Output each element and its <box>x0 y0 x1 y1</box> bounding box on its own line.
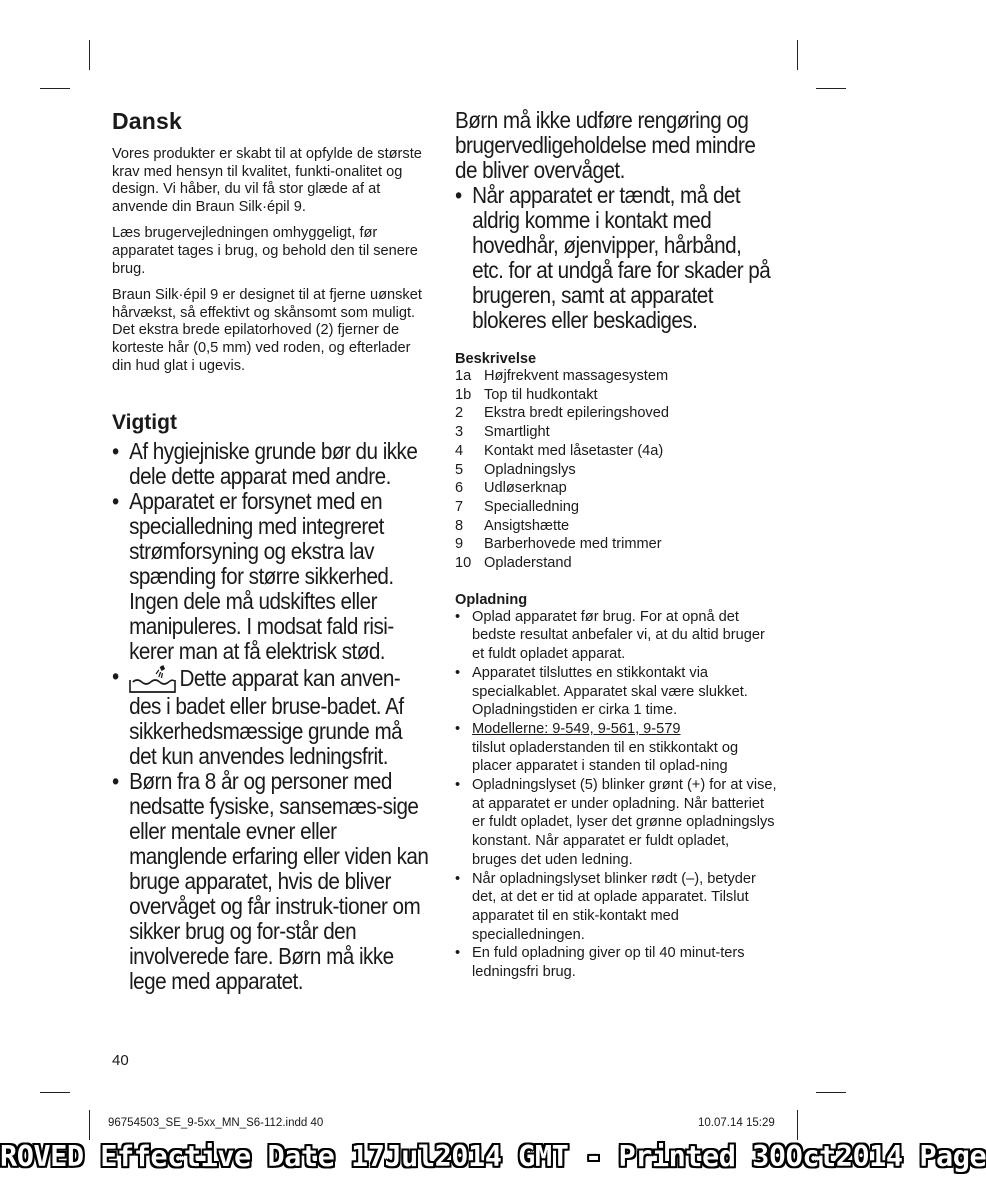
charging-title: Opladning <box>455 591 528 608</box>
bullet: • <box>455 720 461 737</box>
charging-section <box>455 592 777 982</box>
charging-item-text: Når opladningslyset blinker rødt (–), betyder det, at det er tid at oplade apparatet. Tilslut apparatet til en stik-kontakt med specialledningen. <box>472 870 756 943</box>
description-label: Ansigtshætte <box>484 517 570 534</box>
crop-mark <box>816 88 846 89</box>
description-row <box>455 404 777 423</box>
description-number: 4 <box>455 442 464 459</box>
description-row <box>455 535 777 554</box>
description-number: 8 <box>455 517 464 534</box>
important-item-text: Børn fra 8 år og personer med nedsatte fysiske, sansemæs-sige eller mentale evner eller manglende erfaring eller viden kan bruge apparatet, hvis de bliver overvåget og får instruk-tioner om sikker brug og for-står den involverede fare. Børn må ikke lege med apparatet. <box>129 768 429 995</box>
intro-paragraph: Braun Silk·épil 9 er designet til at fjerne uønsket hårvækst, så effektivt og skånsomt som muligt. Det ekstra brede epilatorhoved (2) fjerner de korteste hår (0,5 mm) ved roden, og efterlader din hud glat i ugevis. <box>112 287 422 374</box>
right-column <box>455 108 777 982</box>
bullet: • <box>455 182 462 208</box>
description-label: Smartlight <box>484 424 550 441</box>
left-column <box>112 108 434 994</box>
description-row <box>455 461 777 480</box>
description-label: Specialledning <box>484 498 579 515</box>
bullet: • <box>112 663 119 690</box>
description-row <box>455 498 777 517</box>
description-row <box>455 442 777 461</box>
description-number: 1b <box>455 386 472 403</box>
description-number: 1a <box>455 368 472 384</box>
important-item <box>455 183 772 333</box>
description-number: 5 <box>455 461 464 478</box>
description-row <box>455 554 777 573</box>
description-label: Udløserknap <box>484 480 567 497</box>
charging-item <box>455 944 777 981</box>
charging-item <box>455 870 777 945</box>
charging-item-text: Apparatet tilsluttes en stikkontakt via specialkablet. Apparatet skal være slukket. Opladningstiden er cirka 1 time. <box>472 664 748 719</box>
description-section <box>455 351 777 573</box>
intro-paragraph: Vores produkter er skabt til at opfylde de største krav med hensyn til kvalitet, funkti-onalitet og design. Vi håber, du vil få stor glæde af at anvende din Braun Silk·épil 9. <box>112 146 422 215</box>
important-item-text: Når apparatet er tændt, må det aldrig komme i kontakt med hovedhår, øjenvipper, hårbånd, etc. for at undgå fare for skader på brugeren, samt at apparatet blokeres eller beskadiges. <box>472 182 771 333</box>
important-item-text: Dette apparat kan anven-des i badet eller bruse-badet. Af sikkerhedsmæssige grunde må det kun anvendes ledningsfrit. <box>129 665 404 770</box>
charging-item-text: tilslut opladerstanden til en stikkontakt og placer apparatet i standen til oplad-ning <box>472 739 739 775</box>
bullet: • <box>455 870 461 887</box>
bullet: • <box>455 608 461 625</box>
description-number: 2 <box>455 405 464 422</box>
footer-datetime: 10.07.14 15:29 <box>698 1117 775 1129</box>
description-number: 6 <box>455 480 464 497</box>
charging-item-text: En fuld opladning giver op til 40 minut-ters ledningsfri brug. <box>472 945 745 981</box>
crop-mark <box>816 1092 846 1093</box>
description-label: Ekstra bredt epileringshoved <box>484 405 669 422</box>
important-item <box>112 664 429 769</box>
crop-mark <box>89 1110 90 1140</box>
section-title-dansk: Dansk <box>112 108 183 134</box>
important-item <box>112 439 429 489</box>
description-row <box>455 479 777 498</box>
description-number: 7 <box>455 498 464 515</box>
important-item-text: Apparatet er forsynet med en specialledning med integreret strømforsyning og ekstra lav spænding for større sikkerhed. Ingen dele må udskiftes eller manipuleres. I modsat fald risi-kerer man at få elektrisk stød. <box>129 488 394 665</box>
bullet: • <box>112 768 119 795</box>
description-label: Top til hudkontakt <box>484 386 598 403</box>
important-list-continued <box>455 108 772 333</box>
models-label: Modellerne: 9-549, 9-561, 9-579 <box>472 720 681 737</box>
crop-mark <box>40 88 70 89</box>
description-number: 9 <box>455 536 464 553</box>
important-item <box>112 769 429 994</box>
description-number: 10 <box>455 555 472 572</box>
bullet: • <box>112 438 119 465</box>
footer-filename: 96754503_SE_9-5xx_MN_S6-112.indd 40 <box>108 1117 324 1129</box>
important-item-text: Af hygiejniske grunde bør du ikke dele dette apparat med andre. <box>129 438 418 490</box>
bullet: • <box>455 777 461 794</box>
charging-item <box>455 776 777 870</box>
description-row <box>455 423 777 442</box>
bullet: • <box>455 664 461 681</box>
continued-text: Børn må ikke udføre rengøring og brugervedligeholdelse med mindre de bliver overvåget. <box>455 107 756 183</box>
page-number: 40 <box>112 1052 129 1069</box>
description-row <box>455 367 777 386</box>
crop-mark <box>797 40 798 70</box>
description-number: 3 <box>455 424 464 441</box>
description-label: Barberhovede med trimmer <box>484 536 662 553</box>
section-title-vigtigt: Vigtigt <box>112 411 177 435</box>
charging-item-text: Oplad apparatet før brug. For at opnå det bedste resultat anbefaler vi, at du altid bruger et fuldt opladet apparat. <box>472 608 765 663</box>
shower-bath-icon <box>129 664 176 694</box>
charging-item <box>455 664 777 720</box>
intro-paragraph: Læs brugervejledningen omhyggeligt, før apparatet tages i brug, og behold den til senere brug. <box>112 225 418 277</box>
description-label: Opladningslys <box>484 461 576 478</box>
charging-item <box>455 720 777 776</box>
important-item-text <box>129 664 429 769</box>
description-row <box>455 386 777 405</box>
charging-item-text: Opladningslyset (5) blinker grønt (+) for at vise, at apparatet er under opladning. Når batteriet er fuldt opladet, lyser det grønne opladningslys konstant. Når apparatet er fuldt opladet, bruges det uden ledning. <box>472 777 777 868</box>
charging-item <box>455 608 777 664</box>
important-list <box>112 439 429 994</box>
bullet: • <box>455 945 461 962</box>
description-label: Opladerstand <box>484 555 572 572</box>
crop-mark <box>40 1092 70 1093</box>
crop-mark <box>89 40 90 70</box>
crop-mark <box>797 1110 798 1140</box>
description-title: Beskrivelse <box>455 351 537 367</box>
bullet: • <box>112 488 119 515</box>
description-label: Kontakt med låsetaster (4a) <box>484 442 664 459</box>
approval-banner: ROVED Effective Date 17Jul2014 GMT - Printed 30Oct2014 Page <box>0 1139 986 1173</box>
description-label: Højfrekvent massagesystem <box>484 368 669 384</box>
important-item <box>112 489 429 664</box>
description-row <box>455 517 777 536</box>
